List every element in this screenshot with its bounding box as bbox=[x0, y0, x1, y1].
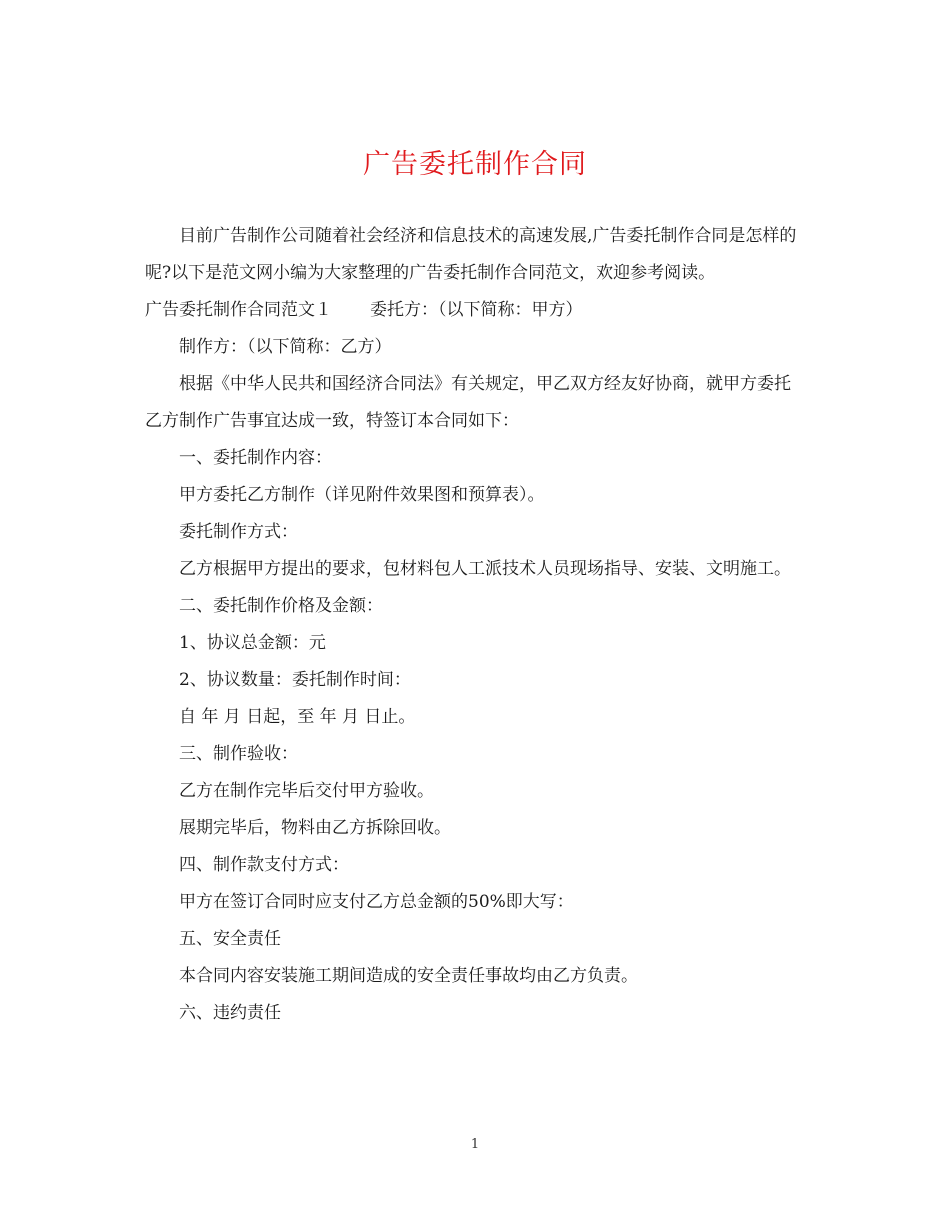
total-amount-line: 1、协议总金额：元 bbox=[179, 633, 326, 653]
acceptance-line: 乙方在制作完毕后交付甲方验收。 bbox=[179, 781, 434, 801]
contract-sample-title: 广告委托制作合同范文１ bbox=[145, 300, 332, 320]
intro-paragraph: 目前广告制作公司随着社会经济和信息技术的高速发展,广告委托制作合同是怎样的呢?以下是范文网小编为大家整理的广告委托制作合同范文，欢迎参考阅读。 bbox=[145, 226, 797, 283]
section-4-heading: 四、制作款支付方式： bbox=[179, 855, 349, 875]
section-3-heading: 三、制作验收： bbox=[179, 744, 298, 764]
client-party-line: 委托方：（以下简称：甲方） bbox=[370, 300, 583, 320]
payment-line: 甲方在签订合同时应支付乙方总金额的50%即大写： bbox=[179, 892, 574, 912]
document-title: 广告委托制作合同 bbox=[363, 149, 587, 180]
date-range-line: 自 年 月 日起，至 年 月 日止。 bbox=[179, 707, 416, 727]
producer-party-line: 制作方：（以下简称：乙方） bbox=[179, 337, 392, 357]
section-6-heading: 六、违约责任 bbox=[179, 1003, 281, 1023]
removal-line: 展期完毕后，物料由乙方拆除回收。 bbox=[179, 818, 451, 838]
production-method-content: 乙方根据甲方提出的要求，包材料包人工派技术人员现场指导、安装、文明施工。 bbox=[179, 559, 791, 579]
production-method-heading: 委托制作方式： bbox=[179, 522, 298, 542]
basis-paragraph: 根据《中华人民共和国经济合同法》有关规定，甲乙双方经友好协商，就甲方委托乙方制作广告事宜达成一致，特签订本合同如下： bbox=[145, 374, 791, 431]
section-2-heading: 二、委托制作价格及金额： bbox=[179, 596, 383, 616]
quantity-time-line: 2、协议数量：委托制作时间： bbox=[179, 670, 411, 690]
contract-heading-line bbox=[145, 292, 805, 329]
section-5-heading: 五、安全责任 bbox=[179, 929, 281, 949]
page-number: 1 bbox=[470, 1137, 480, 1152]
section-1-content: 甲方委托乙方制作（详见附件效果图和预算表）。 bbox=[179, 485, 545, 505]
section-1-heading: 一、委托制作内容： bbox=[179, 448, 332, 468]
safety-line: 本合同内容安装施工期间造成的安全责任事故均由乙方负责。 bbox=[179, 966, 638, 986]
document-body bbox=[145, 218, 805, 1032]
